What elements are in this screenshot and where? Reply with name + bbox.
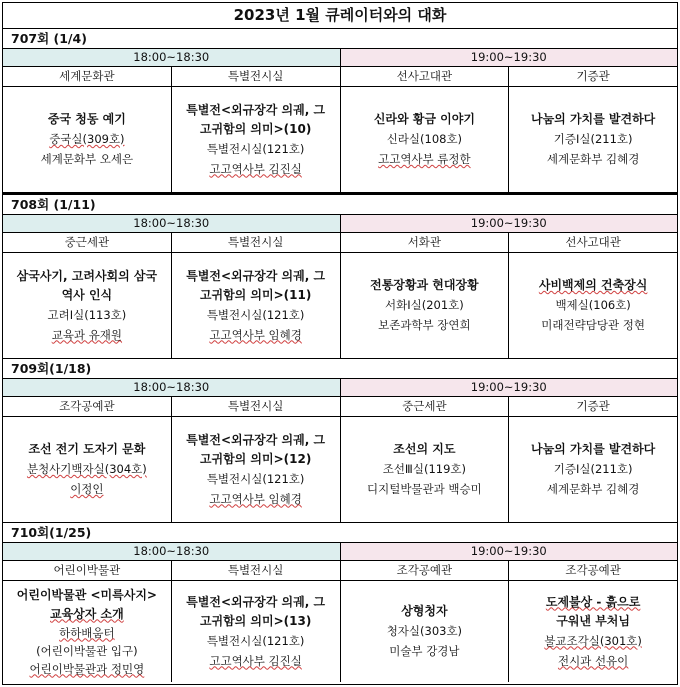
time-slot-late: 19:00~19:30 [341,49,678,66]
event-curator: 고고역사부 임혜경 [209,327,302,342]
event-title: 어린이박물관 <미륵사지> [16,587,157,602]
hall-row [3,233,677,253]
event-curator: 어린이박물관과 정민영 [29,661,145,676]
hall-name: 서화관 [341,233,510,252]
event-curator: 디지털박물관과 백승미 [367,482,482,496]
hall-name: 기증관 [576,69,610,83]
event-row [3,253,677,358]
time-slot-early: 18:00~18:30 [3,49,341,66]
hall-name: 기증관 [576,399,610,413]
event-title: 고귀함의 의미>(12) [199,451,312,466]
event-cell [509,87,677,192]
event-cell [172,581,341,682]
time-row [3,379,677,397]
event-room: 조선Ⅲ실(119호) [382,462,467,476]
event-room: 불교조각실(301호) [544,633,642,648]
hall-name: 중근세관 [341,397,510,416]
event-title: 삼국사기, 고려사회의 삼국 [16,268,158,283]
time-slot-late: 19:00~19:30 [341,379,678,396]
session-709 [3,359,677,523]
event-title: 나눔의 가치를 발견하다 [530,442,656,456]
event-title: 특별전<외규장각 의궤, 그 [186,594,326,609]
session-label: 709회(1/18) [3,359,677,379]
event-title: 고귀함의 의미>(10) [199,121,312,136]
time-row [3,543,677,561]
session-708 [3,193,677,359]
time-slot-early: 18:00~18:30 [3,215,341,232]
event-title: 나눔의 가치를 발견하다 [530,112,656,126]
event-title: 조선의 지도 [393,442,456,456]
event-title: 특별전<외규장각 의궤, 그 [186,432,326,447]
time-slot-late: 19:00~19:30 [341,543,678,560]
session-710 [3,523,677,683]
event-cell [341,417,510,522]
event-row [3,417,677,522]
hall-name: 선사고대관 [341,67,510,86]
event-room: 고려Ⅰ실(113호) [47,307,127,322]
hall-name: 특별전시실 [172,397,341,416]
hall-name: 어린이박물관 [3,561,172,580]
hall-name: 조각공예관 [565,563,621,577]
event-room: 특별전시실(121호) [206,307,305,322]
hall-row [3,561,677,581]
session-label: 708회 (1/11) [3,195,677,215]
event-title: 도제불상 - 흙으로 [545,594,641,609]
hall-row [3,67,677,87]
event-room: 백제실(106호) [555,298,631,312]
event-curator: 세계문화부 김혜경 [546,482,640,496]
event-title: 사비백제의 건축장식 [538,278,648,292]
event-curator: 미술부 강경남 [389,644,460,658]
event-cell [341,253,510,358]
event-room: 서화Ⅰ실(201호) [384,298,464,312]
event-title: 조선 전기 도자기 문화 [28,442,146,456]
hall-name: 특별전시실 [172,233,341,252]
schedule-table [2,2,678,685]
event-curator: 고고역사부 김진실 [209,653,302,668]
event-cell [3,417,172,522]
event-curator: 세계문화부 오세은 [40,152,134,166]
hall-row [3,397,677,417]
event-room: 신라실(108호) [386,132,463,146]
event-row [3,581,677,682]
hall-name: 조각공예관 [3,397,172,416]
event-cell [509,253,677,358]
session-707 [3,29,677,193]
event-room: 특별전시실(121호) [206,471,305,486]
event-room: 중국실(309호) [49,132,125,146]
event-cell [341,581,510,682]
event-title: 특별전<외규장각 의궤, 그 [186,102,326,117]
event-cell [341,87,510,192]
event-room: 기증Ⅰ실(211호) [553,132,633,146]
time-slot-late: 19:00~19:30 [341,215,678,232]
event-title: 교육상자 소개 [50,606,124,621]
event-cell [509,581,677,682]
event-curator: 보존과학부 장연희 [378,318,471,332]
hall-name: 조각공예관 [341,561,510,580]
event-cell [172,417,341,522]
page-title: 2023년 1월 큐레이터와의 대화 [3,3,677,29]
event-title: 구워낸 부처님 [556,613,630,628]
event-curator: 이정인 [70,482,104,496]
hall-name: 중근세관 [3,233,172,252]
time-row [3,215,677,233]
event-room: 기증Ⅰ실(211호) [553,462,633,476]
event-room: 하하배움터 [59,625,115,640]
time-row [3,49,677,67]
event-title: 고귀함의 의미>(11) [199,287,312,302]
event-curator: 고고역사부 류정한 [378,152,471,166]
event-curator: 미래전략담당관 정현 [541,318,645,332]
event-curator: 교육과 유재원 [51,327,123,342]
event-title: 중국 청동 예기 [47,112,126,126]
event-curator: 고고역사부 김진실 [209,161,302,176]
event-curator: 세계문화부 김혜경 [546,152,640,166]
event-cell [509,417,677,522]
event-cell [172,253,341,358]
hall-name: 특별전시실 [172,67,341,86]
event-title: 신라와 황금 이야기 [373,112,475,126]
event-cell [3,87,172,192]
event-room: 청자실(303호) [386,624,463,638]
time-slot-early: 18:00~18:30 [3,543,341,560]
event-title: 고귀함의 의미>(13) [199,613,312,628]
session-label: 707회 (1/4) [3,29,677,49]
hall-name: 특별전시실 [172,561,341,580]
event-title: 역사 인식 [61,287,113,302]
event-room-note: (어린이박물관 입구) [36,643,138,658]
event-curator: 전시과 선유이 [557,653,629,668]
event-cell [3,581,172,682]
event-cell [172,87,341,192]
event-title: 전통장황과 현대장황 [370,278,479,292]
time-slot-early: 18:00~18:30 [3,379,341,396]
event-room: 분청사기백자실(304호) [26,462,147,476]
hall-name: 세계문화관 [3,67,172,86]
event-curator: 고고역사부 임혜경 [209,491,302,506]
event-room: 특별전시실(121호) [206,633,305,648]
event-title: 상형청자 [401,604,448,618]
event-title: 특별전<외규장각 의궤, 그 [186,268,326,283]
hall-name: 선사고대관 [565,235,621,249]
event-cell [3,253,172,358]
session-label: 710회(1/25) [3,523,677,543]
event-room: 특별전시실(121호) [206,141,305,156]
event-row [3,87,677,192]
